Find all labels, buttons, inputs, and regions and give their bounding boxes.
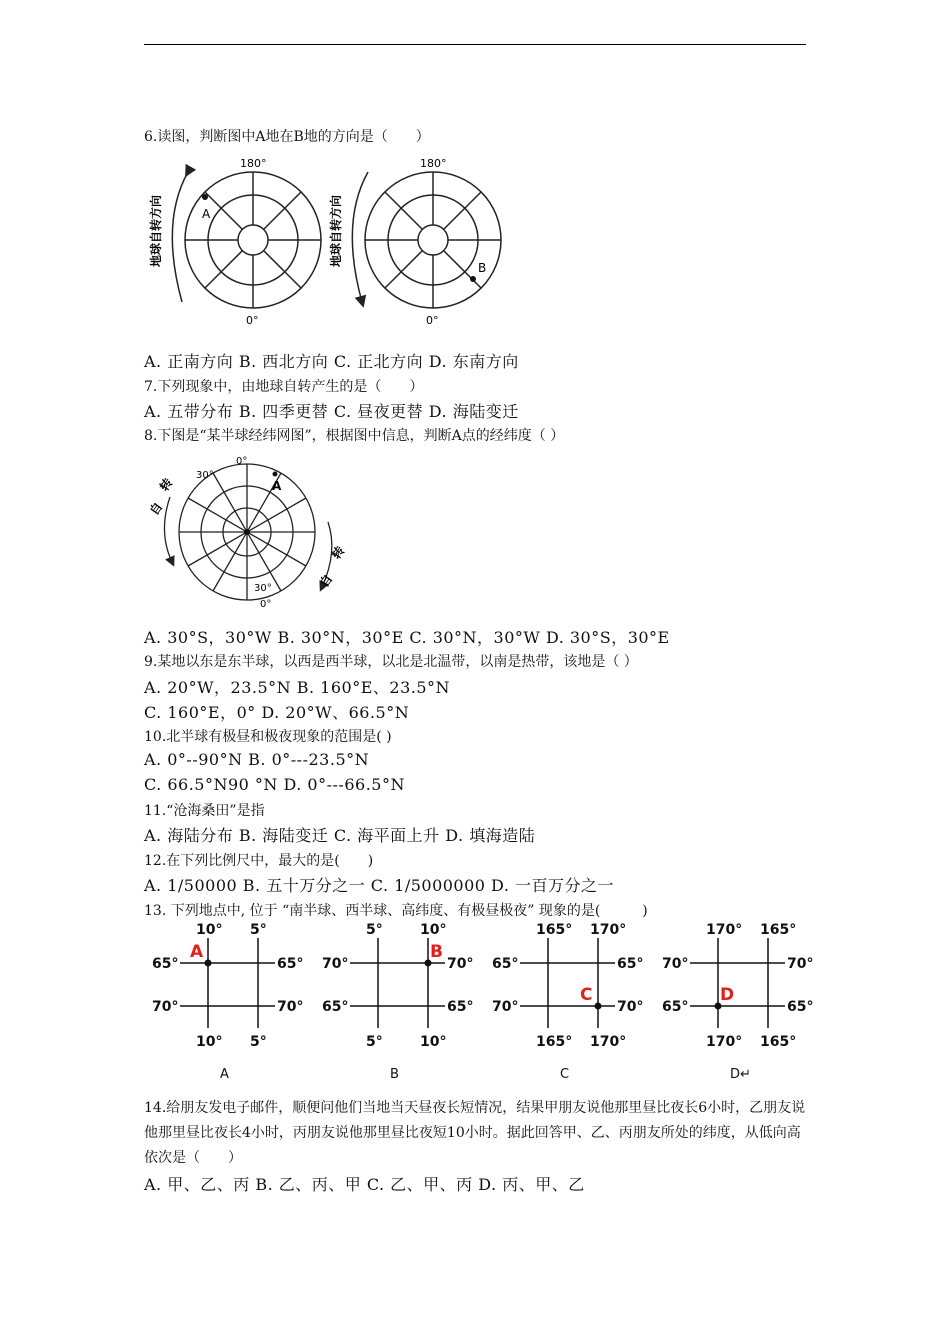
q6-point-b: B [478,261,487,275]
q8-left-rotation-char1: 自 [146,499,166,518]
q8-options: A. 30°S，30°W B. 30°N，30°E C. 30°N，30°W D. 30°S，30°E [144,628,670,647]
q7-options: A. 五带分布 B. 四季更替 C. 昼夜更替 D. 海陆变迁 [144,402,519,421]
q9-options-row2: C. 160°E，0° D. 20°W、66.5°N [144,703,410,722]
q12-options: A. 1/50000 B. 五十万分之一 C. 1/5000000 D. 一百万分之一 [144,876,614,895]
q13-grid-2-caption: C [560,1067,570,1082]
q13-grid-1-top-label-2: 10° [420,922,447,938]
q13-grid-3-caption: D↵ [730,1067,751,1082]
q6-point-b-dot [470,276,476,282]
question-8: 8.下图是“某半球经纬网图”，根据图中信息，判断A点的经纬度（ ） [144,428,565,444]
q13-grid-2-left-label-1: 65° [492,956,519,972]
q13-grid-1-bottom-label-1: 5° [366,1034,383,1050]
q13-grid-3-bottom-label-2: 165° [760,1034,797,1050]
q6-right-rotation-label: 地球自转方向 [329,194,343,267]
q8-left-rotation-arrow [164,497,172,562]
q13-grid-0-right-label-2: 70° [277,999,304,1015]
q13-grid-0-caption: A [220,1067,229,1082]
q6-point-a: A [202,207,211,221]
q13-grid-1-left-label-1: 70° [322,956,349,972]
q14-options: A. 甲、乙、丙 B. 乙、丙、甲 C. 乙、甲、丙 D. 丙、甲、乙 [144,1175,585,1194]
q8-bottom-label: 0° [260,599,272,610]
q13-grid-3-bottom-label-1: 170° [706,1034,743,1050]
q13-grid-0-point-dot [205,960,212,967]
q13-grid-0-bottom-label-1: 10° [196,1034,223,1050]
question-12: 12.在下列比例尺中，最大的是( ) [144,853,374,869]
q13-grid-3-left-label-2: 65° [662,999,689,1015]
q13-grid-1-bottom-label-2: 10° [420,1034,447,1050]
q6-left-bottom-label: 0° [246,314,259,327]
q8-lat-label-top: 30° [196,470,214,481]
q13-grid-2-bottom-label-1: 165° [536,1034,573,1050]
q13-grid-0-left-label-1: 65° [152,956,179,972]
q6-left-rotation-label: 地球自转方向 [149,194,163,267]
q8-point-a: A [272,479,282,493]
q13-grid-3-top-label-1: 170° [706,922,743,938]
q13-grid-1-top-label-1: 5° [366,922,383,938]
question-10: 10.北半球有极昼和极夜现象的范围是( ) [144,729,392,745]
q6-right-top-label: 180° [420,157,447,170]
q13-grid-1-caption: B [390,1067,399,1082]
q6-left-globe [185,172,321,308]
q13-grid-1-left-label-2: 65° [322,999,349,1015]
q6-left-top-label: 180° [240,157,267,170]
q13-grid-2-left-label-2: 70° [492,999,519,1015]
q8-point-a-dot [273,472,278,477]
q8-figure [146,452,360,612]
q13-grid-2-point-label: C [580,985,593,1005]
header-rule [144,44,806,45]
q13-grid-2-top-label-1: 165° [536,922,573,938]
q8-right-rotation-char1: 自 [316,571,336,590]
q6-figure [140,152,500,332]
q10-options-row2: C. 66.5°N90 °N D. 0°---66.5°N [144,775,405,794]
question-11: 11.“沧海桑田”是指 [144,803,265,819]
q13-grid-0-left-label-2: 70° [152,999,179,1015]
q13-grid-0-top-label-1: 10° [196,922,223,938]
q13-grid-2-top-label-2: 170° [590,922,627,938]
q6-right-bottom-label: 0° [426,314,439,327]
q8-left-rotation-char2: 转 [156,475,176,494]
q13-grid-2-bottom-label-2: 170° [590,1034,627,1050]
q13-grid-figures [140,918,814,1083]
q13-grid-0-point-label: A [190,942,204,962]
q13-grid-3-point-label: D [720,985,735,1005]
q6-options: A. 正南方向 B. 西北方向 C. 正北方向 D. 东南方向 [144,352,519,371]
q13-grid-2-point-dot [595,1003,602,1010]
q13-grid-3-right-label-2: 65° [787,999,814,1015]
q13-grid-3-right-label-1: 70° [787,956,814,972]
q9-options-row1: A. 20°W，23.5°N B. 160°E、23.5°N [144,678,451,697]
question-14: 14.给朋友发电子邮件，顺便问他们当地当天昼夜长短情况，结果甲朋友说他那里昼比夜长6小时，乙朋友说他那里昼比夜长4小时，丙朋友说他那里昼比夜短10小时。据此回答甲、乙、丙朋友所处的纬度，从低向高依次是（ ） [144,1100,806,1166]
question-6: 6.读图，判断图中A地在B地的方向是（ ） [144,129,430,145]
question-7: 7.下列现象中，由地球自转产生的是（ ） [144,379,424,395]
q10-options-row1: A. 0°--90°N B. 0°---23.5°N [144,750,370,769]
q13-grid-2-right-label-2: 70° [617,999,644,1015]
q6-point-a-dot [202,194,208,200]
q8-right-rotation-char2: 转 [328,543,348,562]
q13-grid-3-left-label-1: 70° [662,956,689,972]
question-9: 9.某地以东是东半球，以西是西半球，以北是北温带，以南是热带，该地是（ ） [144,654,638,670]
q13-grid-1-right-label-1: 70° [447,956,474,972]
q13-grid-1-right-label-2: 65° [447,999,474,1015]
q13-grid-3-top-label-2: 165° [760,922,797,938]
q11-options: A. 海陆分布 B. 海陆变迁 C. 海平面上升 D. 填海造陆 [144,826,536,845]
q13-grid-2-right-label-1: 65° [617,956,644,972]
q13-grid-1-point-label: B [430,942,443,962]
q8-top-label: 0° [236,456,248,467]
q13-grid-0-bottom-label-2: 5° [250,1034,267,1050]
question-13: 13. 下列地点中, 位于 “南半球、西半球、高纬度、有极昼极夜” 现象的是( ) [144,903,648,919]
q13-grid-0-right-label-1: 65° [277,956,304,972]
q13-grid-0-top-label-2: 5° [250,922,267,938]
q6-right-globe [365,172,501,308]
q8-lat-label-bottom: 30° [254,583,272,594]
q8-pole-dot [244,529,250,535]
